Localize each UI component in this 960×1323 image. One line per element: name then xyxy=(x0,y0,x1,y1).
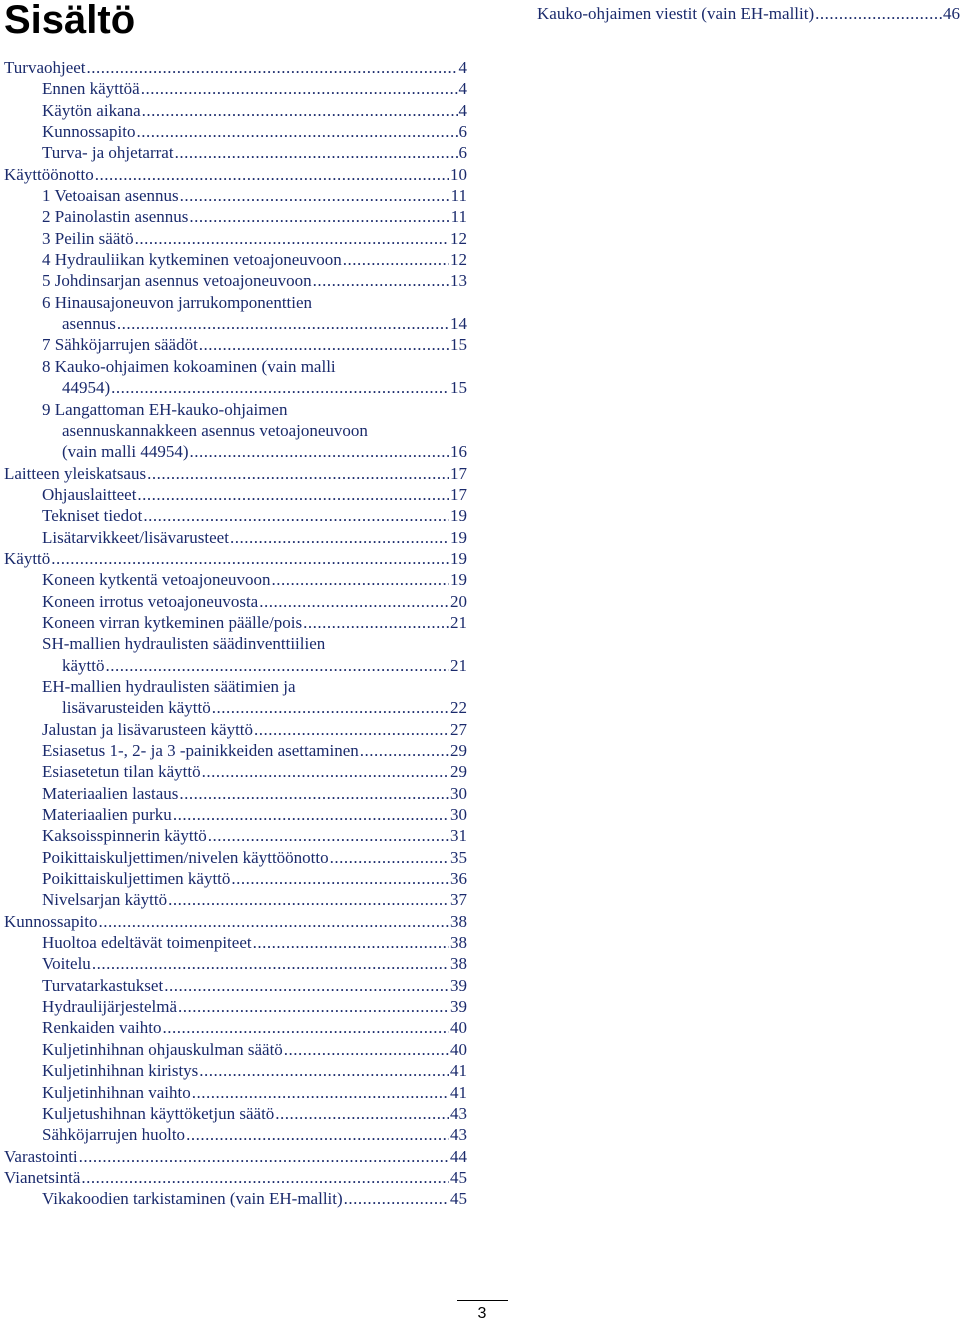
toc-entry[interactable] xyxy=(4,719,467,740)
toc-entry[interactable] xyxy=(4,185,467,206)
toc-entry[interactable] xyxy=(4,591,467,612)
toc-page-number: 38 xyxy=(450,933,467,953)
toc-entry-text: Käyttö xyxy=(4,548,51,568)
toc-entry-text: Sähköjarrujen huolto xyxy=(42,1125,186,1145)
footer-rule xyxy=(457,1300,508,1301)
dot-leader xyxy=(81,1167,449,1188)
toc-entry-text: 8 Kauko-ohjaimen kokoaminen (vain malli xyxy=(42,356,336,376)
toc-entry-text: Kuljetinhihnan vaihto xyxy=(42,1082,191,1102)
dot-leader xyxy=(190,441,449,462)
dot-leader xyxy=(141,78,458,99)
toc-page-number: 31 xyxy=(450,826,467,846)
toc-page-number: 6 xyxy=(458,143,467,163)
toc-entry-text: Esiasetus 1-, 2- ja 3 -painikkeiden asettaminen xyxy=(42,741,359,760)
toc-page-number: 41 xyxy=(450,1061,467,1081)
dot-leader xyxy=(178,996,449,1017)
dot-leader xyxy=(189,206,449,227)
toc-entry[interactable] xyxy=(4,142,467,163)
toc-entry[interactable] xyxy=(4,356,467,399)
toc-page-number: 22 xyxy=(450,698,467,718)
toc-entry-text: Materiaalien lastaus xyxy=(42,783,179,803)
toc-entry[interactable] xyxy=(4,1103,467,1124)
toc-entry-text: 6 Hinausajoneuvon jarrukomponenttien xyxy=(42,292,313,312)
dot-leader xyxy=(343,249,449,270)
toc-entry-text: 5 Johdinsarjan asennus vetoajoneuvoon xyxy=(42,271,312,291)
toc-entry-text: Renkaiden vaihto xyxy=(42,1018,162,1038)
toc-page-number: 11 xyxy=(450,207,467,227)
toc-page-number: 39 xyxy=(450,975,467,995)
toc-entry[interactable] xyxy=(4,484,467,505)
toc-entry-text: EH-mallien hydraulisten säätimien ja xyxy=(42,676,296,696)
toc-entry-text: Koneen kytkentä vetoajoneuvoon xyxy=(42,570,271,590)
toc-entry-text: Ohjauslaitteet xyxy=(42,484,137,504)
toc-entry-text: Kuljetushihnan käyttöketjun säätö xyxy=(42,1103,275,1123)
toc-page-number: 4 xyxy=(458,58,467,77)
toc-entry-text: 44954) xyxy=(62,378,111,398)
toc-entry[interactable] xyxy=(4,164,467,185)
toc-page-number: 27 xyxy=(450,719,467,739)
toc-entry[interactable] xyxy=(4,57,467,78)
toc-entry-text: 1 Vetoaisan asennus xyxy=(42,186,179,206)
toc-page-number: 40 xyxy=(450,1018,467,1038)
toc-entry-text: 2 Painolastin asennus xyxy=(42,207,189,227)
toc-entry-text: Materiaalien purku xyxy=(42,805,172,825)
toc-page-number: 43 xyxy=(450,1125,467,1145)
toc-entry-text: 9 Langattoman EH-kauko-ohjaimen xyxy=(42,399,288,419)
toc-page-number: 38 xyxy=(450,911,467,931)
toc-entry-text: Laitteen yleiskatsaus xyxy=(4,463,147,483)
toc-entry[interactable] xyxy=(4,78,467,99)
toc-page-number: 6 xyxy=(458,122,467,142)
dot-leader xyxy=(344,1188,449,1209)
dot-leader xyxy=(254,719,449,740)
toc-entry[interactable] xyxy=(537,3,960,24)
dot-leader xyxy=(173,804,449,825)
dot-leader xyxy=(51,548,449,569)
toc-page-number: 38 xyxy=(450,954,467,974)
dot-leader xyxy=(179,783,449,804)
toc-left-column xyxy=(4,57,467,1210)
toc-entry-text: Varastointi xyxy=(4,1146,78,1166)
toc-entry[interactable] xyxy=(4,996,467,1017)
toc-page-number: 39 xyxy=(450,997,467,1017)
toc-entry[interactable] xyxy=(4,825,467,846)
toc-page-number: 16 xyxy=(450,442,467,462)
dot-leader xyxy=(79,1146,449,1167)
toc-entry[interactable] xyxy=(4,975,467,996)
toc-page-number: 45 xyxy=(450,1167,467,1187)
dot-leader xyxy=(202,761,449,782)
dot-leader xyxy=(360,740,449,761)
toc-entry-text: Nivelsarjan käyttö xyxy=(42,890,168,910)
toc-entry[interactable] xyxy=(4,1146,467,1167)
dot-leader xyxy=(175,142,458,163)
toc-page-number: 17 xyxy=(450,484,467,504)
toc-entry-text: 3 Peilin säätö xyxy=(42,228,134,248)
toc-entry-text: Poikittaiskuljettimen/nivelen käyttöönotto xyxy=(42,847,329,867)
toc-page-number: 15 xyxy=(450,378,467,398)
toc-entry[interactable] xyxy=(4,463,467,484)
toc-entry-text: asennuskannakkeen asennus vetoajoneuvoon xyxy=(62,420,368,440)
toc-entry[interactable] xyxy=(4,1017,467,1038)
toc-entry[interactable] xyxy=(4,868,467,889)
toc-page-number: 29 xyxy=(450,762,467,782)
toc-page-number: 4 xyxy=(458,79,467,99)
toc-entry-text: Turvatarkastukset xyxy=(42,975,164,995)
toc-page-number: 12 xyxy=(450,250,467,270)
dot-leader xyxy=(330,847,449,868)
toc-page-number: 19 xyxy=(450,548,467,568)
toc-entry-text: Vianetsintä xyxy=(4,1167,81,1187)
toc-entry[interactable] xyxy=(4,228,467,249)
page-title: Sisältö xyxy=(4,0,136,42)
dot-leader xyxy=(106,655,450,676)
toc-entry[interactable] xyxy=(4,569,467,590)
toc-page-number: 45 xyxy=(450,1189,467,1209)
toc-page-number: 29 xyxy=(450,741,467,760)
toc-entry[interactable] xyxy=(4,953,467,974)
toc-entry-text: Esiasetetun tilan käyttö xyxy=(42,762,201,782)
dot-leader xyxy=(168,889,449,910)
toc-page-number: 19 xyxy=(450,506,467,526)
dot-leader xyxy=(180,185,450,206)
toc-page-number: 44 xyxy=(450,1146,467,1166)
toc-entry[interactable] xyxy=(4,1082,467,1103)
dot-leader xyxy=(137,121,458,142)
toc-entry[interactable] xyxy=(4,1188,467,1209)
toc-entry-text: Käyttöönotto xyxy=(4,164,94,184)
dot-leader xyxy=(272,569,450,590)
toc-page-number: 17 xyxy=(450,463,467,483)
toc-entry-text: Ennen käyttöä xyxy=(42,79,140,99)
toc-entry[interactable] xyxy=(4,932,467,953)
toc-entry-text: (vain malli 44954) xyxy=(62,442,189,462)
toc-entry-text: Huoltoa edeltävät toimenpiteet xyxy=(42,933,252,953)
dot-leader xyxy=(199,1060,449,1081)
dot-leader xyxy=(99,911,450,932)
toc-entry-text: Koneen irrotus vetoajoneuvosta xyxy=(42,591,259,611)
dot-leader xyxy=(135,228,449,249)
dot-leader xyxy=(92,953,449,974)
page-number: 3 xyxy=(477,1305,487,1322)
toc-page-number: 36 xyxy=(450,869,467,889)
toc-entry[interactable] xyxy=(4,612,467,633)
toc-entry-text: Lisätarvikkeet/lisävarusteet xyxy=(42,527,229,547)
toc-entry[interactable] xyxy=(4,847,467,868)
dot-leader xyxy=(137,484,449,505)
toc-entry-text: Käytön aikana xyxy=(42,100,141,120)
dot-leader xyxy=(259,591,449,612)
toc-page-number: 20 xyxy=(450,591,467,611)
toc-entry[interactable] xyxy=(4,249,467,270)
toc-entry-text: Kaksoisspinnerin käyttö xyxy=(42,826,207,846)
toc-entry-text: Kuljetinhihnan kiristys xyxy=(42,1061,199,1081)
dot-leader xyxy=(231,868,449,889)
toc-entry-text: Turva- ja ohjetarrat xyxy=(42,143,174,163)
toc-entry[interactable] xyxy=(4,206,467,227)
toc-page-number: 12 xyxy=(450,228,467,248)
toc-entry[interactable] xyxy=(4,527,467,548)
toc-entry[interactable] xyxy=(4,889,467,910)
toc-entry-text: Kuljetinhihnan ohjauskulman säätö xyxy=(42,1039,283,1059)
toc-right-column xyxy=(537,3,960,24)
toc-page-number: 19 xyxy=(450,570,467,590)
dot-leader xyxy=(111,377,449,398)
toc-entry[interactable] xyxy=(4,292,467,335)
toc-page-number: 4 xyxy=(458,100,467,120)
toc-entry[interactable] xyxy=(4,1060,467,1081)
dot-leader xyxy=(186,1124,449,1145)
dot-leader xyxy=(199,334,449,355)
toc-entry-text: käyttö xyxy=(62,655,105,675)
toc-entry-text: Koneen virran kytkeminen päälle/pois xyxy=(42,612,303,632)
dot-leader xyxy=(164,975,449,996)
dot-leader xyxy=(87,57,458,78)
toc-page-number: 30 xyxy=(450,783,467,803)
toc-entry-text: Kunnossapito xyxy=(4,911,98,931)
toc-entry[interactable] xyxy=(4,1124,467,1145)
dot-leader xyxy=(143,505,449,526)
toc-entry[interactable] xyxy=(4,505,467,526)
toc-page-number: 21 xyxy=(450,655,467,675)
toc-page-number: 19 xyxy=(450,527,467,547)
dot-leader xyxy=(192,1082,449,1103)
dot-leader xyxy=(147,463,449,484)
dot-leader xyxy=(230,527,449,548)
toc-page-number: 40 xyxy=(450,1039,467,1059)
toc-entry-text: 7 Sähköjarrujen säädöt xyxy=(42,335,198,355)
toc-entry-text: Voitelu xyxy=(42,954,91,974)
toc-entry-text: Kunnossapito xyxy=(42,122,136,142)
dot-leader xyxy=(212,697,449,718)
toc-entry[interactable] xyxy=(4,676,467,719)
toc-entry[interactable] xyxy=(4,761,467,782)
toc-entry-text: Jalustan ja lisävarusteen käyttö xyxy=(42,719,254,739)
toc-page-number: 21 xyxy=(450,612,467,632)
dot-leader xyxy=(162,1017,449,1038)
toc-entry[interactable] xyxy=(4,548,467,569)
toc-entry-text: SH-mallien hydraulisten säädinventtiilien xyxy=(42,634,326,654)
toc-entry[interactable] xyxy=(4,633,467,676)
dot-leader xyxy=(275,1103,449,1124)
dot-leader xyxy=(303,612,449,633)
toc-entry[interactable] xyxy=(4,783,467,804)
toc-entry[interactable] xyxy=(4,121,467,142)
toc-page-number: 30 xyxy=(450,805,467,825)
toc-page-number: 15 xyxy=(450,335,467,355)
toc-page-number: 10 xyxy=(450,164,467,184)
toc-entry-text: Hydraulijärjestelmä xyxy=(42,997,178,1017)
dot-leader xyxy=(253,932,449,953)
toc-entry-text: Poikittaiskuljettimen käyttö xyxy=(42,869,231,889)
toc-entry-text: Turvaohjeet xyxy=(4,58,86,77)
dot-leader xyxy=(208,825,449,846)
toc-page-number: 37 xyxy=(450,890,467,910)
dot-leader xyxy=(117,313,449,334)
toc-entry[interactable] xyxy=(4,334,467,355)
toc-page-number: 35 xyxy=(450,847,467,867)
toc-entry-text: lisävarusteiden käyttö xyxy=(62,698,211,718)
toc-entry[interactable] xyxy=(4,804,467,825)
toc-entry[interactable] xyxy=(4,100,467,121)
dot-leader xyxy=(284,1039,449,1060)
toc-entry-text: asennus xyxy=(62,314,116,334)
toc-entry[interactable] xyxy=(4,1167,467,1188)
dot-leader xyxy=(313,270,449,291)
toc-entry-text: Kauko-ohjaimen viestit (vain EH-mallit) xyxy=(537,4,815,23)
toc-page-number: 46 xyxy=(943,4,960,23)
toc-page-number: 14 xyxy=(450,314,467,334)
toc-entry-text: 4 Hydrauliikan kytkeminen vetoajoneuvoon xyxy=(42,250,342,270)
dot-leader xyxy=(815,3,942,24)
toc-entry-text: Vikakoodien tarkistaminen (vain EH-mallit) xyxy=(42,1189,343,1209)
toc-page-number: 43 xyxy=(450,1103,467,1123)
toc-page-number: 41 xyxy=(450,1082,467,1102)
toc-page-number: 13 xyxy=(450,271,467,291)
toc-page-number: 11 xyxy=(450,186,467,206)
dot-leader xyxy=(142,100,458,121)
toc-entry-text: Tekniset tiedot xyxy=(42,506,143,526)
toc-entry[interactable] xyxy=(4,1039,467,1060)
toc-entry[interactable] xyxy=(4,399,467,463)
toc-entry[interactable] xyxy=(4,740,467,761)
toc-entry[interactable] xyxy=(4,270,467,291)
toc-entry[interactable] xyxy=(4,911,467,932)
dot-leader xyxy=(95,164,449,185)
